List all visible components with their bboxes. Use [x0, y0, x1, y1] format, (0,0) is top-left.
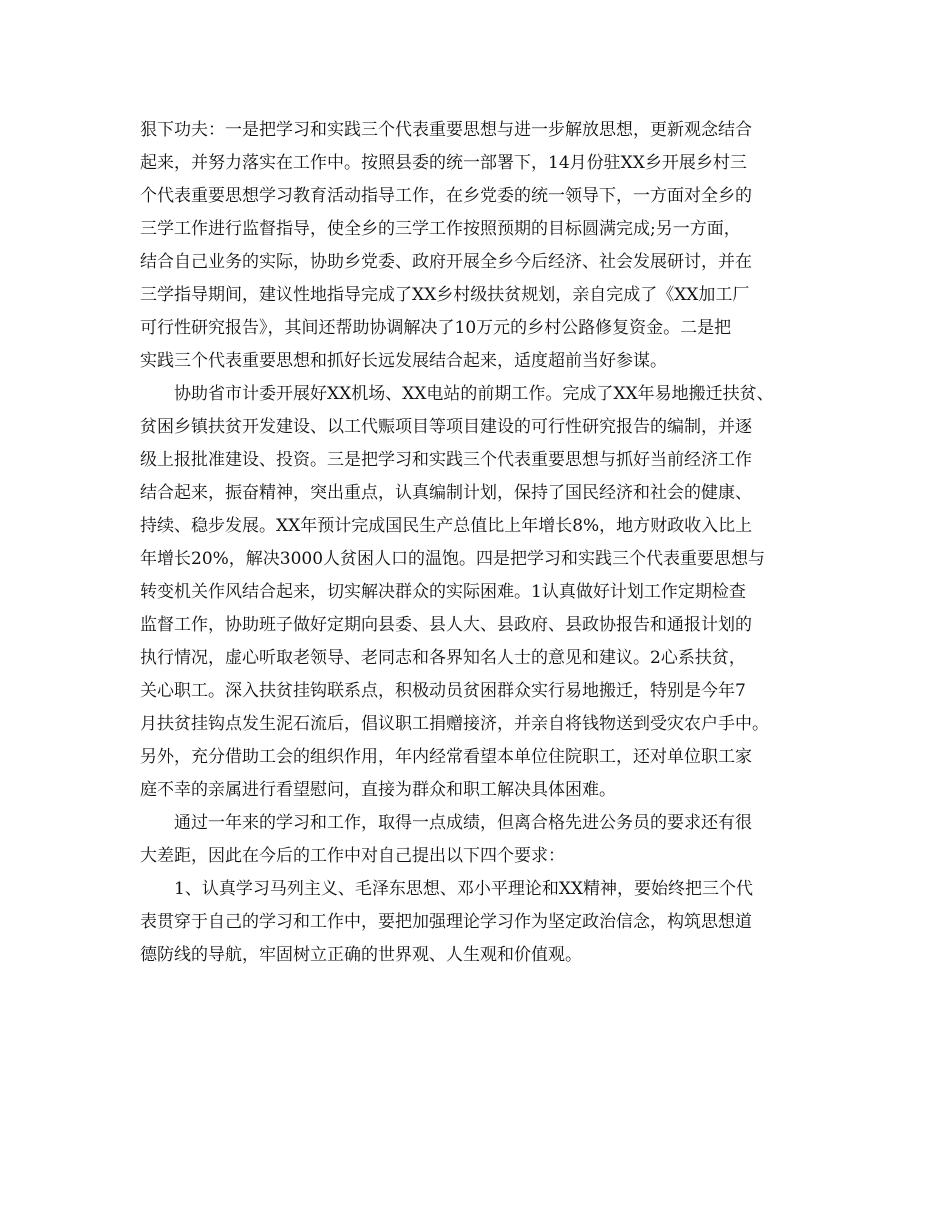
text-line: 月扶贫挂钩点发生泥石流后，倡议职工捐赠接济，并亲自将钱物送到受灾农户手中。 [140, 714, 769, 734]
text-line: 三学工作进行监督指导，使全乡的三学工作按照预期的目标圆满完成;另一方面， [140, 219, 741, 239]
text-line: 贫困乡镇扶贫开发建设、以工代赈项目等项目建设的可行性研究报告的编制，并逐 [140, 417, 752, 437]
text-line: 转变机关作风结合起来，切实解决群众的实际困难。1认真做好计划工作定期检查 [140, 582, 746, 602]
text-line: 1、认真学习马列主义、毛泽东思想、邓小平理论和XX精神，要始终把三个代 [140, 879, 754, 899]
text-line: 年增长20%，解决3000人贫困人口的温饱。四是把学习和实践三个代表重要思想与 [140, 549, 766, 569]
text-line: 协助省市计委开展好XX机场、XX电站的前期工作。完成了XX年易地搬迁扶贫、 [140, 384, 774, 404]
text-line: 起来，并努力落实在工作中。按照县委的统一部署下，14月份驻XX乡开展乡村三 [140, 153, 747, 173]
text-line: 表贯穿于自己的学习和工作中，要把加强理论学习作为坚定政治信念，构筑思想道 [140, 912, 752, 932]
text-line: 狠下功夫：一是把学习和实践三个代表重要思想与进一步解放思想，更新观念结合 [140, 120, 752, 140]
text-line: 持续、稳步发展。XX年预计完成国民生产总值比上年增长8%，地方财政收入比上 [140, 516, 753, 536]
text-line: 结合起来，振奋精神，突出重点，认真编制计划，保持了国民经济和社会的健康、 [140, 483, 752, 503]
text-line: 关心职工。深入扶贫挂钩联系点，积极动员贫困群众实行易地搬迁，特别是今年7 [140, 681, 746, 701]
text-line: 执行情况，虚心听取老领导、老同志和各界知名人士的意见和建议。2心系扶贫， [140, 648, 746, 668]
text-line: 庭不幸的亲属进行看望慰问，直接为群众和职工解决具体困难。 [140, 780, 616, 800]
text-line: 结合自己业务的实际，协助乡党委、政府开展全乡今后经济、社会发展研讨，并在 [140, 252, 752, 272]
text-line: 监督工作，协助班子做好定期向县委、县人大、县政府、县政协报告和通报计划的 [140, 615, 752, 635]
text-line: 可行性研究报告》，其间还帮助协调解决了10万元的乡村公路修复资金。二是把 [140, 318, 732, 338]
text-line: 实践三个代表重要思想和抓好长远发展结合起来，适度超前当好参谋。 [140, 351, 667, 371]
text-line: 另外，充分借助工会的组织作用，年内经常看望本单位住院职工，还对单位职工家 [140, 747, 752, 767]
text-line: 个代表重要思想学习教育活动指导工作，在乡党委的统一领导下，一方面对全乡的 [140, 186, 752, 206]
text-line: 级上报批准建设、投资。三是把学习和实践三个代表重要思想与抓好当前经济工作 [140, 450, 752, 470]
text-line: 通过一年来的学习和工作，取得一点成绩，但离合格先进公务员的要求还有很 [140, 813, 752, 833]
text-line: 德防线的导航，牢固树立正确的世界观、人生观和价值观。 [140, 945, 582, 965]
text-line: 三学指导期间，建议性地指导完成了XX乡村级扶贫规划，亲自完成了《XX加工厂 [140, 285, 750, 305]
text-line: 大差距，因此在今后的工作中对自己提出以下四个要求： [140, 846, 565, 866]
